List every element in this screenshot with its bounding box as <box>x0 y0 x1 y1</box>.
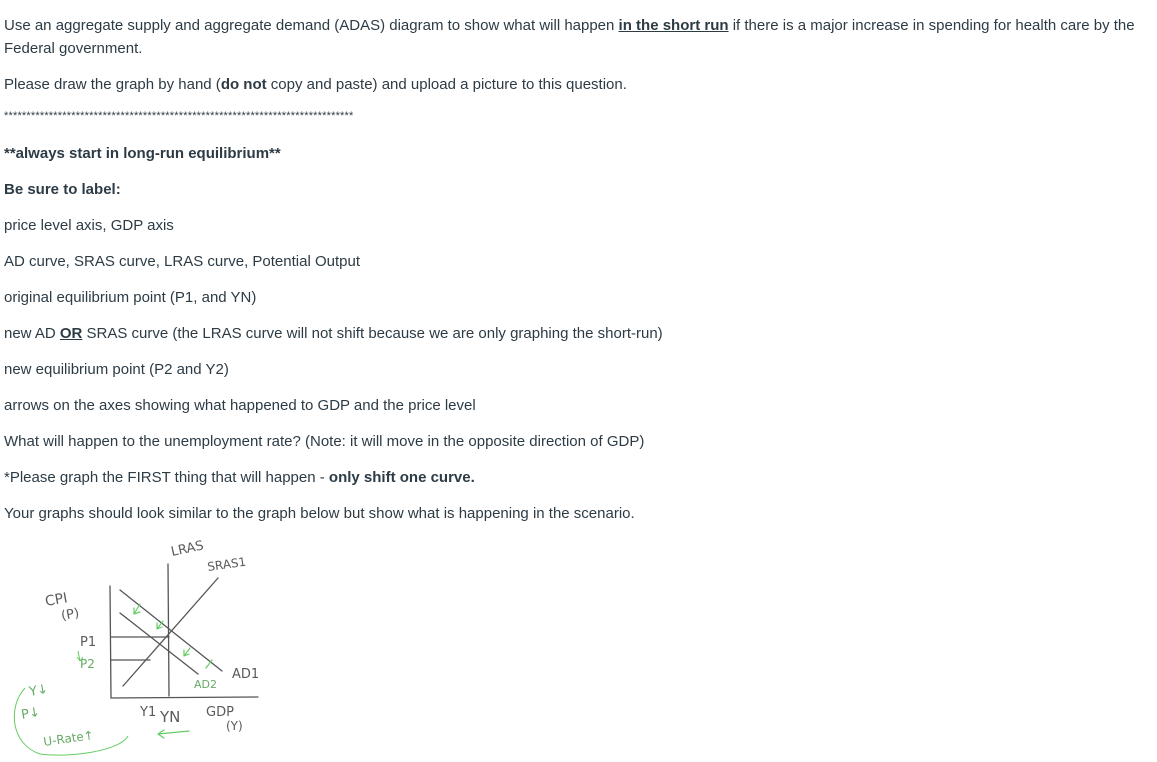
draw-text-before: Please draw the graph by hand ( <box>4 76 221 93</box>
u-rate-note: U-Rate↑ <box>42 728 95 749</box>
p2-label: P2 <box>80 657 95 671</box>
draw-instruction <box>4 73 1152 96</box>
separator-line: ****************************************************************************** <box>4 110 354 122</box>
label-unemployment: What will happen to the unemployment rate? (Note: it will move in the opposite direction of GDP) <box>4 433 645 450</box>
label-curves: AD curve, SRAS curve, LRAS curve, Potential Output <box>4 253 360 270</box>
p-down-note: P↓ <box>20 704 42 723</box>
y-down-note: Y↓ <box>28 681 50 700</box>
lras-label: LRAS <box>169 538 206 560</box>
or-emphasis: OR <box>59 325 83 342</box>
ad1-curve <box>120 590 222 671</box>
question-body <box>4 14 1152 538</box>
hand-drawn-adas-sketch <box>0 536 300 762</box>
be-sure-heading: Be sure to label: <box>4 181 121 198</box>
long-run-note: **always start in long-run equilibrium** <box>4 145 281 162</box>
ad2-curve <box>120 613 198 674</box>
cpi-label: CPI <box>43 590 69 610</box>
label-axes: price level axis, GDP axis <box>4 217 174 234</box>
new-curve-before: new AD <box>4 325 60 342</box>
label-first-thing <box>4 466 1152 502</box>
y1-label: Y1 <box>140 705 157 720</box>
label-arrows: arrows on the axes showing what happened to GDP and the price level <box>4 397 476 414</box>
draw-text-after: copy and paste) and upload a picture to this question. <box>266 76 627 93</box>
label-new-point: new equilibrium point (P2 and Y2) <box>4 361 229 378</box>
p1-label: P1 <box>80 635 97 650</box>
short-run-emphasis: in the short run <box>618 17 729 34</box>
intro-text-before: Use an aggregate supply and aggregate demand (ADAS) diagram to show what will happen <box>4 17 619 34</box>
yn-label: YN <box>160 708 181 726</box>
intro-paragraph <box>4 14 1152 60</box>
label-similar: Your graphs should look similar to the graph below but show what is happening in the scenario. <box>4 505 635 522</box>
lras-curve <box>168 564 169 696</box>
ad2-label: AD2 <box>194 678 217 691</box>
label-new-curve <box>4 322 1152 358</box>
ad1-label: AD1 <box>232 667 260 682</box>
sras-label: SRAS1 <box>206 554 247 574</box>
new-curve-after: SRAS curve (the LRAS curve will not shift because we are only graphing the short-run) <box>82 325 663 342</box>
do-not-emphasis: do not <box>220 76 267 93</box>
gdp-unit-label: (Y) <box>226 719 243 733</box>
intro-text-after: if there is a major increase in spending for health care by the Federal government. <box>4 17 1135 57</box>
label-original-point: original equilibrium point (P1, and YN) <box>4 289 257 306</box>
sras-curve <box>123 578 218 686</box>
first-thing-before: *Please graph the FIRST thing that will happen - <box>4 469 329 486</box>
gdp-label: GDP <box>206 705 234 720</box>
p-axis-label: (P) <box>60 606 81 624</box>
one-curve-emphasis: only shift one curve. <box>328 469 475 486</box>
